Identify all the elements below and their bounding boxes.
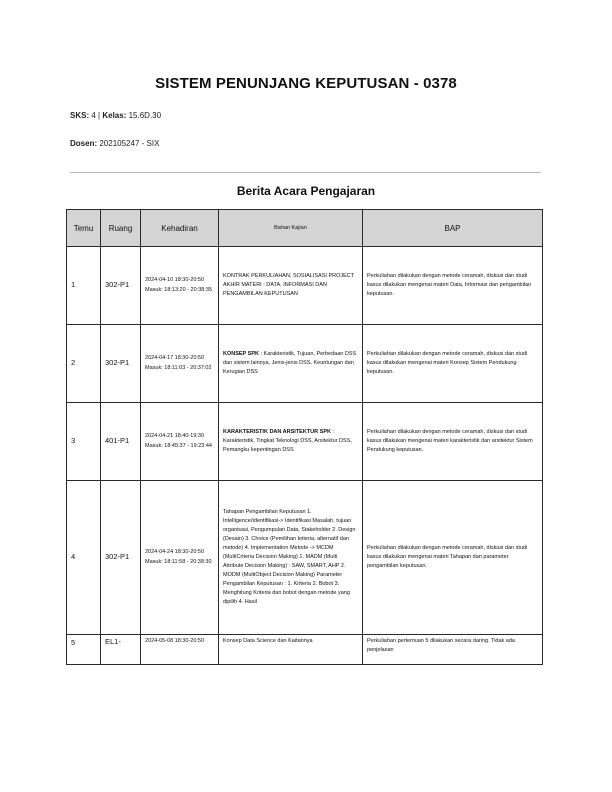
header-kehadiran: Kehadiran xyxy=(141,210,219,247)
sks-label: SKS: xyxy=(70,111,90,120)
page-title: SISTEM PENUNJANG KEPUTUSAN - 0378 xyxy=(155,75,457,92)
meta-separator: | xyxy=(98,111,101,120)
bahan-text: : Karakteristik, Tujuan, Perbedaan DSS dan sistem lainnya, Jenis-jenis DSS, Keuntungan dan Kerugian DSS xyxy=(223,350,357,376)
bahan-text: KONTRAK PERKULIAHAN, SOSIALISASI PROJECT AKHIR MATERI : DATA, INFORMASI DAN PENGAMBILAN KEPUTUSAN xyxy=(223,272,355,298)
cell-bap: Perkuliahan dilakukan dengan metode ceramah, diskusi dan studi kasus dilakukan mengenai materi Konsep Sistem Pendukung keputusan. xyxy=(363,325,543,403)
bahan-text: : Karakteristik, Tingkat Teknologi DSS, Arsitektur DSS, Pemangku kepentingan DSS xyxy=(223,428,352,454)
cell-bahan-kajian xyxy=(219,635,363,665)
cell-temu: 2 xyxy=(67,325,101,403)
schedule-time: 2024-04-24 18:30-20:50 xyxy=(145,549,205,556)
divider xyxy=(70,172,541,173)
cell-ruang: 302-P1 xyxy=(101,247,141,325)
cell-bahan-kajian xyxy=(219,325,363,403)
cell-bap: Perkuliahan dilakukan dengan metode ceramah, diskusi dan studi kasus dilakukan mengenai materi Data, Informasi dan pengambilan keputusan. xyxy=(363,247,543,325)
cell-bap: Perkuliahan pertemuan 5 dilakukan secara daring. Tidak ada penjelasan xyxy=(363,635,543,665)
bahan-lead: KONSEP SPK xyxy=(223,350,259,357)
cell-kehadiran xyxy=(141,635,219,665)
cell-bahan-kajian xyxy=(219,247,363,325)
cell-kehadiran xyxy=(141,247,219,325)
sks-value: 4 xyxy=(91,111,96,120)
cell-bap: Perkuliahan dilakukan dengan metode ceramah, diskusi dan studi kasus dilakukan mengenai materi karakteristik dan arsitektur Sistem Pendukung keputusan. xyxy=(363,403,543,481)
kelas-value: 15.6D.30 xyxy=(128,111,162,120)
header-temu: Temu xyxy=(67,210,101,247)
cell-kehadiran xyxy=(141,403,219,481)
cell-ruang: EL1- xyxy=(101,635,141,665)
attendance-time: Masuk: 18:13:20 - 20:38:35 xyxy=(145,286,212,293)
table-row xyxy=(67,481,543,635)
teaching-record-table xyxy=(66,209,543,665)
section-title: Berita Acara Pengajaran xyxy=(236,184,376,198)
attendance-time: Masuk: 18:11:58 - 20:38:30 xyxy=(145,558,212,565)
header-bap: BAP xyxy=(363,210,543,247)
cell-temu: 1 xyxy=(67,247,101,325)
cell-ruang: 302-P1 xyxy=(101,325,141,403)
table-header-row xyxy=(67,210,543,247)
header-bahan-kajian: Bahan Kajian xyxy=(219,210,363,247)
table-row xyxy=(67,403,543,481)
schedule-time: 2024-04-21 18:40-19:30 xyxy=(145,433,205,440)
cell-temu: 4 xyxy=(67,481,101,635)
bahan-text: Konsep Data Science dan Kaitannya xyxy=(223,638,313,644)
table-row xyxy=(67,635,543,665)
cell-kehadiran xyxy=(141,481,219,635)
cell-bahan-kajian xyxy=(219,481,363,635)
bahan-text: Tahapan Pengambilan Keputusan 1. Intelligence/Identifikasi-> Identifikasi Masalah, tujuan organisasi, Pengumpulan Data, Stakeholder 2. Design (Desain) 3. Choice (Pemilihan kriteria, alternatif dan metode) 4. Implementation Metode -> MCDM (MultiCriteria Decision Making) 1. MADM (Multi Attribute Decision Making) : SAW, SMART, AHP 2. MODM (MultiObject Decision Making) Parameter Pengambilan Keputusan : 1. Kriteria 2. Bobot 3. Menghitung Kriteria dan bobot dengan metode yang dipilih 4. Hasil xyxy=(223,508,356,606)
schedule-time: 2024-05-08 18:30-20:50 xyxy=(145,638,205,644)
schedule-time: 2024-04-10 18:30-20:50 xyxy=(145,277,205,284)
dosen-value: 202105247 - SIX xyxy=(99,139,160,148)
table-row xyxy=(67,247,543,325)
cell-ruang: 401-P1 xyxy=(101,403,141,481)
attendance-time: Masuk: 18:11:03 - 20:37:02 xyxy=(145,364,212,371)
table-row xyxy=(67,325,543,403)
schedule-time: 2024-04-17 18:30-20:50 xyxy=(145,355,205,362)
cell-temu: 3 xyxy=(67,403,101,481)
kelas-label: Kelas: xyxy=(102,111,127,120)
cell-bahan-kajian xyxy=(219,403,363,481)
attendance-time: Masuk: 18:45:37 - 19:23:44 xyxy=(145,442,212,449)
header-ruang: Ruang xyxy=(101,210,141,247)
course-info xyxy=(70,111,161,120)
cell-bap: Perkuliahan dilakukan dengan metode ceramah, diskusi dan studi kasus dilakukan mengenai materi Tahapan dan parameter pengambilan keputusan. xyxy=(363,481,543,635)
bahan-lead: KARAKTERISTIK DAN ARSITEKTUR SPK xyxy=(223,428,331,435)
cell-kehadiran xyxy=(141,325,219,403)
dosen-label: Dosen: xyxy=(70,139,98,148)
cell-ruang: 302-P1 xyxy=(101,481,141,635)
cell-temu: 5 xyxy=(67,635,101,665)
lecturer-info xyxy=(70,139,159,148)
